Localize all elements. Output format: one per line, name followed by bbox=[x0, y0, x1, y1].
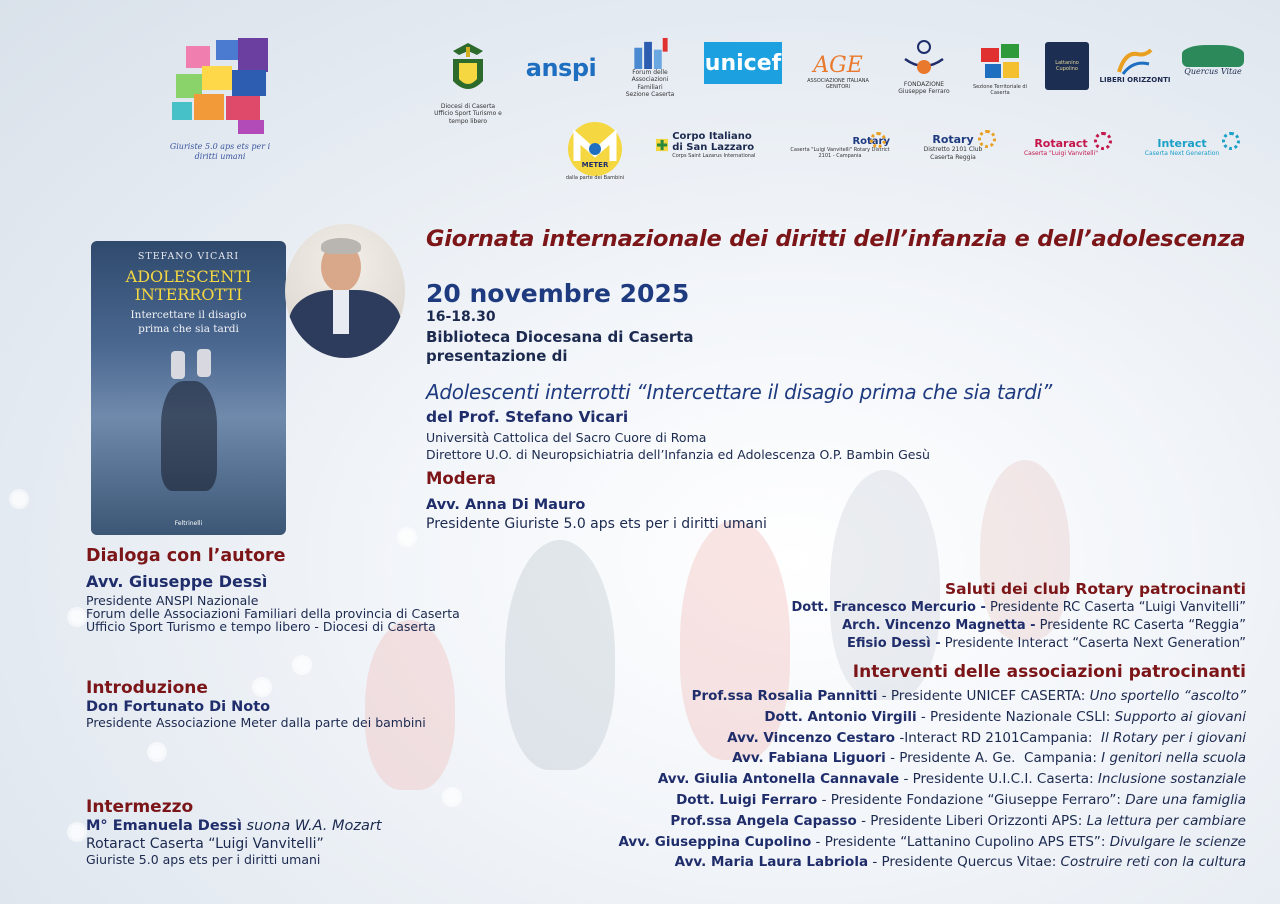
interventi-topic: Dare una famiglia bbox=[1125, 792, 1246, 808]
europe-map-logo bbox=[168, 36, 272, 171]
intermezzo-role: Rotaract Caserta “Luigi Vanvitelli” bbox=[86, 836, 324, 852]
event-author: del Prof. Stefano Vicari bbox=[426, 408, 629, 426]
ferraro-figure-icon bbox=[901, 39, 947, 81]
unicef-logo bbox=[704, 42, 782, 84]
event-title: Giornata internazionale dei diritti dell’infanzia e dell’adolescenza bbox=[426, 226, 1246, 252]
interventi-topic: Inclusione sostanziale bbox=[1097, 771, 1246, 788]
saluti-role: Presidente Interact “Caserta Next Generation” bbox=[944, 636, 1246, 651]
interventi-name: Dott. Luigi Ferraro bbox=[676, 792, 818, 808]
forum-house-icon bbox=[630, 36, 670, 69]
interventi-role: - Presidente Fondazione “Giuseppe Ferraro”: bbox=[817, 792, 1126, 808]
intermezzo-role: Giuriste 5.0 aps ets per i diritti umani bbox=[86, 852, 321, 867]
saluti-item bbox=[792, 600, 1247, 615]
saluti-item bbox=[842, 618, 1246, 633]
interventi-topic: Il Rotary per i giovani bbox=[1101, 729, 1246, 746]
bg-child-figure bbox=[365, 620, 455, 790]
interventi-item bbox=[675, 854, 1246, 870]
liberi-text: LIBERI ORIZZONTI bbox=[1099, 76, 1171, 84]
ferraro-logo bbox=[888, 36, 960, 98]
saluti-name: Efisio Dessì - bbox=[847, 636, 941, 651]
author-role-university: Università Cattolica del Sacro Cuore di Roma bbox=[426, 430, 707, 445]
modera-role: Presidente Giuriste 5.0 aps ets per i diritti umani bbox=[426, 516, 767, 532]
saluti-role: Presidente RC Caserta “Reggia” bbox=[1039, 618, 1246, 633]
interventi-role: - Presidente Quercus Vitae: bbox=[868, 854, 1061, 871]
interventi-topic: I genitori nella scuola bbox=[1101, 750, 1246, 767]
anspi-logo bbox=[522, 52, 600, 84]
green-cross-icon bbox=[656, 133, 668, 157]
uici-logo bbox=[968, 40, 1032, 98]
author-hair bbox=[321, 238, 361, 254]
author-role-director: Direttore U.O. di Neuropsichiatria dell’Infanzia ed Adolescenza O.P. Bambin Gesù bbox=[426, 447, 930, 462]
author-shirt bbox=[333, 290, 349, 334]
interventi-role: - Presidente A. Ge. Campania: bbox=[885, 750, 1102, 767]
sneakers-icon bbox=[197, 349, 211, 377]
liberi-orizzonti-logo bbox=[1098, 40, 1172, 90]
book-subtitle-line1: Intercettare il disagio bbox=[130, 309, 247, 321]
interventi-name: Prof.ssa Angela Capasso bbox=[670, 812, 857, 829]
meter-text: METER bbox=[581, 161, 609, 169]
ferraro-caption: FONDAZIONE Giuseppe Ferraro bbox=[898, 80, 950, 95]
introduzione-name: Don Fortunato Di Noto bbox=[86, 699, 271, 715]
coat-of-arms-icon bbox=[437, 41, 499, 103]
bg-flower bbox=[12, 492, 26, 506]
diocesi-caption: Diocesi di Caserta Ufficio Sport Turismo e tempo libero bbox=[434, 103, 502, 125]
sneakers-icon bbox=[171, 351, 185, 379]
book-title-line2: INTERROTTI bbox=[134, 285, 243, 304]
bg-flower bbox=[400, 530, 414, 544]
uici-caption: Sezione Territoriale di Caserta bbox=[973, 84, 1027, 96]
book-title-line1: ADOLESCENTI bbox=[125, 267, 252, 286]
saluti-name: Arch. Vincenzo Magnetta - bbox=[842, 618, 1036, 633]
interventi-role: - Presidente Nazionale CSLI: bbox=[916, 708, 1115, 725]
age-logo bbox=[800, 50, 876, 92]
rotary1-caption: Caserta "Luigi Vanvitelli" Rotary District 2101 - Campania bbox=[790, 146, 890, 159]
interventi-name: Avv. Vincenzo Cestaro bbox=[727, 729, 896, 746]
author-portrait bbox=[285, 224, 405, 358]
rotary2-text: Rotary bbox=[932, 133, 974, 147]
unicef-text: unicef bbox=[704, 50, 782, 76]
event-book-title: Adolescenti interrotti “Intercettare il disagio prima che sia tardi” bbox=[426, 380, 1052, 404]
diocesi-logo bbox=[432, 34, 504, 132]
saluti-role: Presidente RC Caserta “Luigi Vanvitelli” bbox=[990, 600, 1246, 615]
introduzione-role: Presidente Associazione Meter dalla parte dei bambini bbox=[86, 715, 426, 730]
interventi-name: Avv. Giulia Antonella Cannavale bbox=[657, 771, 900, 788]
interventi-item bbox=[658, 771, 1246, 787]
rotaract-caption: Caserta "Luigi Vanvitelli" bbox=[1023, 149, 1099, 157]
intermezzo-name: M° Emanuela Dessì bbox=[86, 818, 242, 834]
bg-flower bbox=[295, 658, 309, 672]
meter-caption: dalla parte dei Bambini bbox=[565, 175, 625, 181]
forum-sezione: Sezione Caserta bbox=[625, 90, 675, 98]
interventi-item bbox=[618, 834, 1246, 850]
interventi-role: - Presidente U.I.C.I. Caserta: bbox=[899, 771, 1098, 788]
bg-flower bbox=[70, 610, 84, 624]
interventi-item bbox=[692, 688, 1246, 704]
csli-logo bbox=[656, 128, 756, 162]
rotary2-caption: Distretto 2101 Club Caserta Reggia bbox=[923, 146, 983, 161]
dialoga-heading: Dialoga con l’autore bbox=[86, 546, 286, 566]
bg-flower bbox=[150, 745, 164, 759]
interventi-name: Avv. Fabiana Liguori bbox=[732, 750, 886, 767]
interventi-name: Prof.ssa Rosalia Pannitti bbox=[691, 688, 878, 704]
interact-logo bbox=[1132, 130, 1232, 164]
interventi-name: Avv. Giuseppina Cupolino bbox=[618, 833, 812, 850]
event-date: 20 novembre 2025 bbox=[426, 279, 690, 308]
book-cover bbox=[91, 241, 286, 535]
modera-heading: Modera bbox=[426, 469, 497, 488]
interventi-name: Avv. Maria Laura Labriola bbox=[674, 854, 869, 871]
interventi-item bbox=[676, 792, 1246, 808]
interventi-item bbox=[727, 730, 1246, 746]
dialoga-role: Presidente ANSPI Nazionale bbox=[86, 593, 259, 608]
introduzione-heading: Introduzione bbox=[86, 678, 208, 698]
forum-logo bbox=[620, 36, 680, 98]
age-text: AGE bbox=[813, 52, 863, 78]
saluti-heading: Saluti dei club Rotary patrocinanti bbox=[944, 580, 1246, 598]
interventi-item bbox=[732, 750, 1246, 766]
book-subtitle-line2: prima che sia tardi bbox=[138, 323, 239, 335]
bg-flower bbox=[255, 680, 269, 694]
interact-caption: Caserta Next Generation bbox=[1144, 149, 1220, 157]
wave-icon bbox=[1115, 46, 1155, 76]
lattanino-text: Lattanino Cupolino bbox=[1055, 60, 1079, 72]
interventi-role: - Presidente Liberi Orizzonti APS: bbox=[856, 812, 1087, 829]
interact-wheel-icon bbox=[1222, 132, 1240, 150]
interventi-topic: Costruire reti con la cultura bbox=[1060, 854, 1246, 871]
csli-title: Corpo Italiano di San Lazzaro bbox=[672, 131, 755, 153]
lattanino-logo bbox=[1045, 42, 1089, 90]
age-caption: ASSOCIAZIONE ITALIANA GENITORI bbox=[807, 77, 869, 90]
event-venue: Biblioteca Diocesana di Caserta bbox=[426, 328, 694, 346]
rotary-wheel-icon bbox=[978, 130, 996, 148]
bg-flower bbox=[445, 790, 459, 804]
rotaract-wheel-icon bbox=[1094, 132, 1112, 150]
dialoga-role: Forum delle Associazioni Familiari della provincia di Caserta bbox=[86, 606, 460, 621]
saluti-item bbox=[847, 636, 1246, 651]
quercus-text: Quercus Vitae bbox=[1184, 66, 1242, 76]
dialoga-role: Ufficio Sport Turismo e tempo libero - Diocesi di Caserta bbox=[86, 619, 436, 634]
interventi-item bbox=[670, 813, 1246, 829]
interventi-name: Dott. Antonio Virgili bbox=[764, 708, 917, 725]
forum-caption: Forum delle Associazioni Familiari bbox=[631, 69, 669, 91]
anspi-text: anspi bbox=[525, 54, 597, 82]
rotary1-text: Rotary bbox=[852, 135, 890, 147]
uici-mosaic-icon bbox=[977, 42, 1023, 84]
event-presentation: presentazione di bbox=[426, 347, 568, 365]
interventi-topic: Uno sportello “ascolto” bbox=[1089, 688, 1246, 704]
rotary-wheel-icon bbox=[870, 132, 886, 148]
shadow-figure-icon bbox=[161, 381, 217, 491]
intermezzo-performer bbox=[86, 818, 382, 834]
intermezzo-piece: suona W.A. Mozart bbox=[246, 818, 382, 834]
interventi-heading: Interventi delle associazioni patrocinanti bbox=[852, 662, 1246, 682]
quercus-logo bbox=[1178, 42, 1248, 78]
rotaract-text: Rotaract bbox=[1034, 136, 1088, 150]
bg-child-figure bbox=[505, 540, 615, 770]
interventi-topic: Supporto ai giovani bbox=[1114, 708, 1246, 725]
europe-logo-caption: Giuriste 5.0 aps ets per i diritti umani bbox=[169, 142, 271, 161]
meter-logo bbox=[562, 116, 628, 186]
interventi-role: - Presidente “Lattanino Cupolino APS ETS”: bbox=[811, 833, 1110, 850]
interventi-role: - Presidente UNICEF CASERTA: bbox=[877, 688, 1090, 704]
event-time: 16-18.30 bbox=[426, 309, 496, 325]
modera-name: Avv. Anna Di Mauro bbox=[426, 497, 586, 513]
interventi-topic: Divulgare le scienze bbox=[1109, 833, 1246, 850]
book-author: STEFANO VICARI bbox=[137, 251, 240, 262]
interact-text: Interact bbox=[1157, 136, 1207, 150]
tree-icon bbox=[1182, 45, 1244, 67]
interventi-item bbox=[764, 709, 1246, 725]
interventi-topic: La lettura per cambiare bbox=[1086, 812, 1246, 829]
interventi-role: -Interact RD 2101Campania: bbox=[895, 729, 1102, 746]
book-publisher: Feltrinelli bbox=[174, 520, 203, 527]
intermezzo-heading: Intermezzo bbox=[86, 797, 194, 817]
csli-sub: Corps Saint Lazarus International bbox=[672, 153, 756, 159]
dialoga-name: Avv. Giuseppe Dessì bbox=[86, 572, 268, 591]
europe-map-icon bbox=[168, 36, 272, 136]
bg-flower bbox=[70, 825, 84, 839]
saluti-name: Dott. Francesco Mercurio - bbox=[791, 600, 986, 615]
